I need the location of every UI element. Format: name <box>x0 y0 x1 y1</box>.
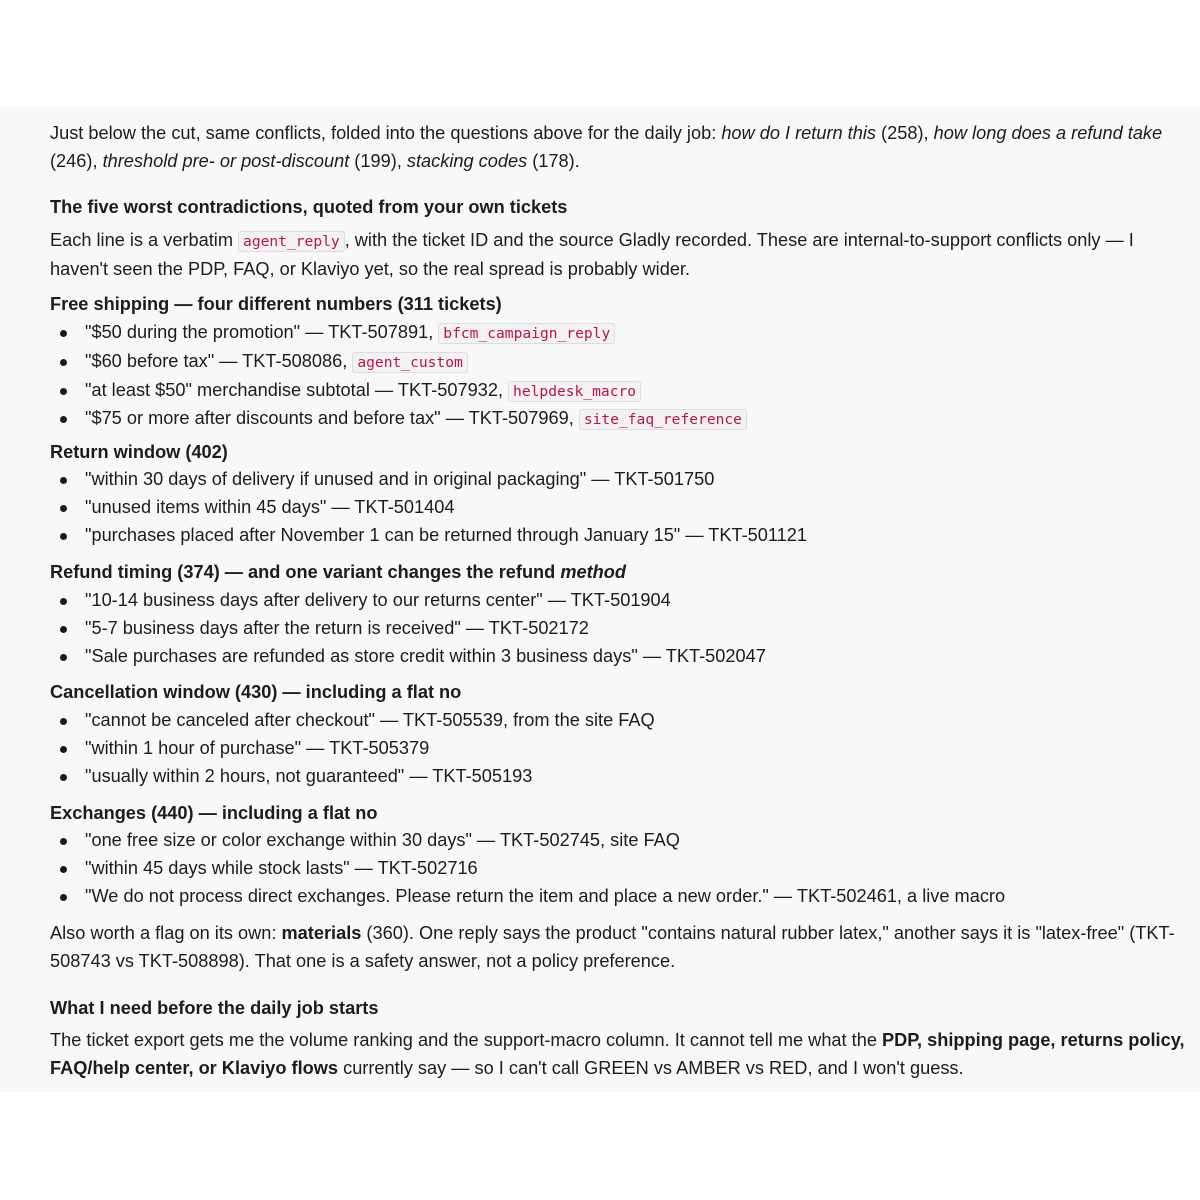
list-item: "unused items within 45 days" — TKT-501404 <box>50 494 1195 522</box>
list-item: "usually within 2 hours, not guaranteed" — TKT-505193 <box>50 763 1195 791</box>
inline-code: helpdesk_macro <box>508 381 641 402</box>
intro-count-1: (258), <box>876 123 934 143</box>
desc-before: Each line is a verbatim <box>50 230 239 250</box>
intro-question-refund: how long does a refund take <box>933 123 1163 143</box>
contradictions-heading: The five worst contradictions, quoted from your own tickets <box>50 197 568 217</box>
desc-after: , with the ticket ID and the source Gladly recorded. These are internal-to-support conflicts only — I haven't seen the PDP, FAQ, or Klaviyo yet, so the real spread is probably wider. <box>50 230 1134 279</box>
inline-code: agent_custom <box>352 352 467 373</box>
list-item-text: "$60 before tax" — TKT-508086, <box>85 350 353 371</box>
inline-code: bfcm_campaign_reply <box>438 323 615 344</box>
list-item: "cannot be canceled after checkout" — TKT-505539, from the site FAQ <box>50 707 1195 735</box>
needs-paragraph <box>50 1027 1198 1083</box>
list-item: "5-7 business days after the return is received" — TKT-502172 <box>50 615 1195 643</box>
intro-paragraph <box>50 120 1195 176</box>
needs-after: currently say — so I can't call GREEN vs AMBER vs RED, and I won't guess. <box>338 1057 964 1078</box>
materials-before: Also worth a flag on its own: <box>50 923 282 943</box>
intro-count-3: (199), <box>349 150 407 171</box>
intro-question-stacking: stacking codes <box>406 150 528 171</box>
list-item: "purchases placed after November 1 can be returned through January 15" — TKT-501121 <box>50 522 1195 550</box>
needs-before: The ticket export gets me the volume ranking and the support-macro column. It cannot tell me what the <box>50 1030 882 1050</box>
refund-heading-text: Refund timing (374) — and one variant changes the refund <box>50 562 561 582</box>
cancellation-list <box>50 707 1195 790</box>
inline-code: agent_reply <box>238 231 345 252</box>
list-item: "one free size or color exchange within 30 days" — TKT-502745, site FAQ <box>50 827 1195 855</box>
returns-heading: Return window (402) <box>50 442 228 462</box>
cancellation-heading: Cancellation window (430) — including a flat no <box>50 682 462 702</box>
refund-list <box>50 587 1195 670</box>
intro-lead: Just below the cut, same conflicts, folded into the questions above for the daily job: <box>50 123 722 143</box>
refund-heading <box>50 559 626 587</box>
contradictions-description <box>50 227 1195 284</box>
intro-count-4: (178). <box>527 150 580 171</box>
intro-question-return: how do I return this <box>721 123 876 143</box>
list-item: "within 45 days while stock lasts" — TKT-502716 <box>50 855 1195 883</box>
refund-heading-emphasis: method <box>560 562 627 582</box>
list-item: "Sale purchases are refunded as store credit within 3 business days" — TKT-502047 <box>50 643 1195 671</box>
returns-list <box>50 466 1195 549</box>
shipping-heading: Free shipping — four different numbers (311 tickets) <box>50 294 502 314</box>
needs-heading: What I need before the daily job starts <box>50 998 379 1018</box>
needs-bold: PDP, shipping page, returns policy, FAQ/help center, or Klaviyo flows <box>50 1030 1185 1078</box>
list-item: "We do not process direct exchanges. Please return the item and place a new order." — TKT-502461, a live macro <box>50 883 1195 911</box>
list-item <box>50 348 1195 377</box>
intro-count-2: (246), <box>50 150 103 171</box>
list-item: "within 30 days of delivery if unused and in original packaging" — TKT-501750 <box>50 466 1195 494</box>
list-item-text: "at least $50" merchandise subtotal — TKT-507932, <box>85 379 509 400</box>
list-item <box>50 319 1195 348</box>
inline-code: site_faq_reference <box>579 409 747 430</box>
list-item: "10-14 business days after delivery to our returns center" — TKT-501904 <box>50 587 1195 615</box>
materials-after: (360). One reply says the product "contains natural rubber latex," another says it is "latex-free" (TKT-508743 vs TKT-508898). That one is a safety answer, not a policy preference. <box>50 923 1175 971</box>
shipping-list <box>50 319 1195 434</box>
exchanges-heading: Exchanges (440) — including a flat no <box>50 803 378 823</box>
intro-question-threshold: threshold pre- or post-discount <box>102 150 350 171</box>
list-item-text: "$50 during the promotion" — TKT-507891, <box>85 322 439 342</box>
list-item <box>50 377 1195 406</box>
list-item-text: "$75 or more after discounts and before tax" — TKT-507969, <box>85 408 579 429</box>
exchanges-list <box>50 827 1195 910</box>
panel-corner <box>50 107 1200 121</box>
list-item: "within 1 hour of purchase" — TKT-505379 <box>50 735 1195 763</box>
materials-paragraph <box>50 920 1195 976</box>
materials-bold: materials <box>281 923 362 943</box>
list-item <box>50 405 1195 434</box>
